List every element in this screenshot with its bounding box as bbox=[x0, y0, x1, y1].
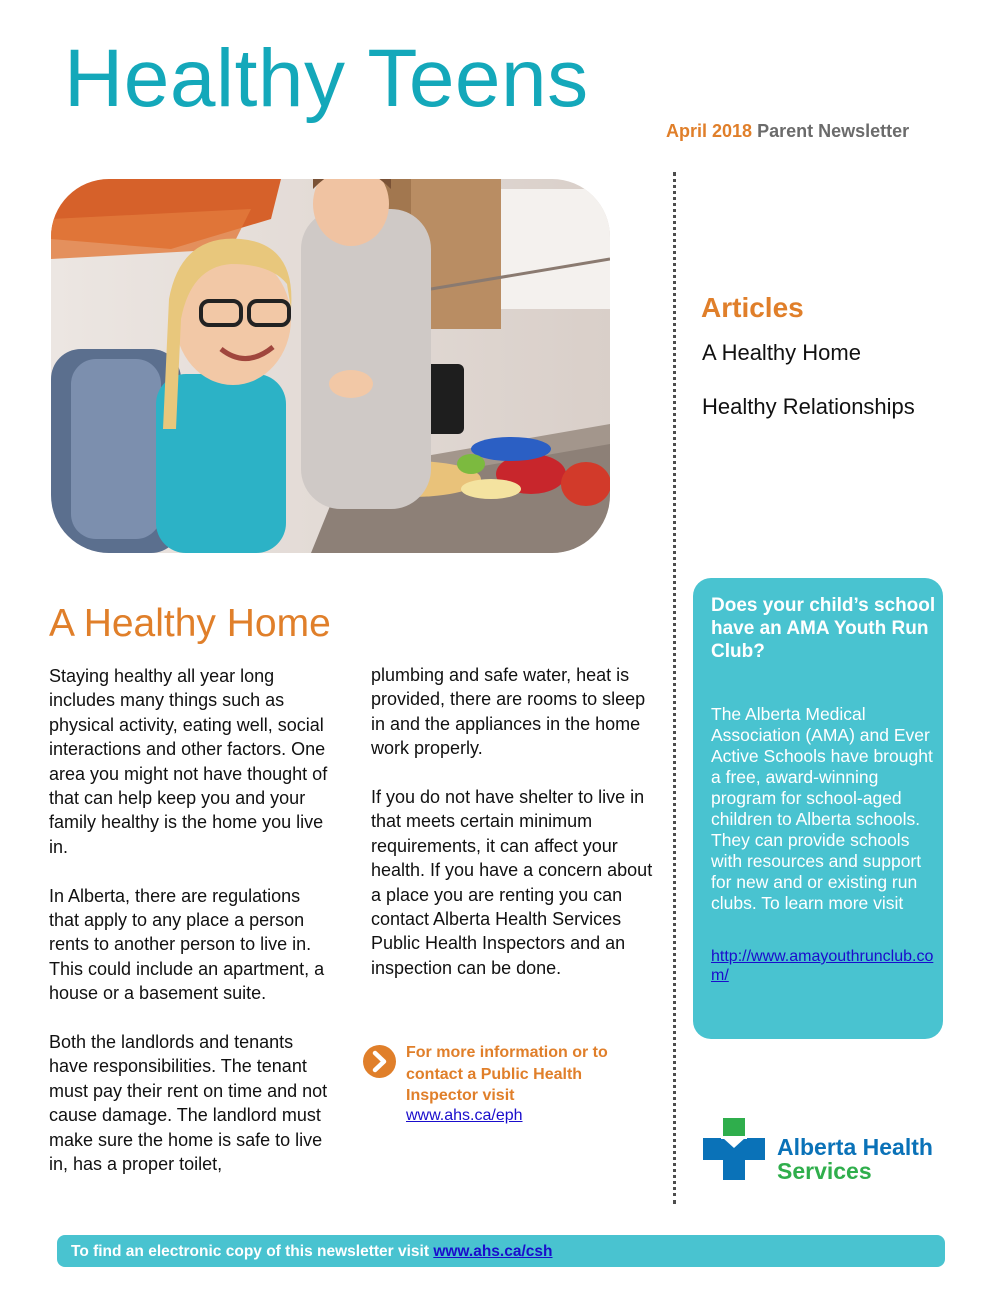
newsletter-title: Healthy Teens bbox=[64, 33, 589, 124]
logo-line-2: Services bbox=[777, 1158, 872, 1184]
issue-line bbox=[666, 121, 909, 142]
ahs-logo-text bbox=[777, 1135, 933, 1183]
callout-body: The Alberta Medical Association (AMA) and Ever Active Schools have brought a free, award-winning program for school-aged children to Alberta schools. They can provide schools with resources and support for new and or existing run clubs. To learn more visit bbox=[711, 704, 933, 913]
issue-date: April 2018 bbox=[666, 121, 753, 141]
run-club-link[interactable]: http://www.amayouthrunclub.com/ bbox=[711, 948, 934, 984]
paragraph: In Alberta, there are regulations that apply to any place a person rents to another person to live in. This could include an apartment, a house or a basement suite. bbox=[49, 885, 325, 1004]
articles-heading: Articles bbox=[701, 292, 804, 323]
article-column-2 bbox=[371, 663, 656, 1005]
footer-text bbox=[71, 1243, 552, 1261]
ahs-logo-icon bbox=[703, 1118, 765, 1180]
chevron-right-icon bbox=[363, 1045, 396, 1078]
article-link-healthy-relationships[interactable]: Healthy Relationships bbox=[702, 394, 915, 419]
column-divider bbox=[673, 172, 676, 1204]
more-info-text: For more information or to contact a Public Health Inspector visit bbox=[406, 1044, 608, 1104]
paragraph: If you do not have shelter to live in that meets certain minimum requirements, it can affect your health. If you have a concern about a place you are renting you can contact Alberta Health Services Public Health Inspectors and an inspection can be done. bbox=[371, 787, 653, 978]
eph-link[interactable]: www.ahs.ca/eph bbox=[406, 1107, 523, 1124]
callout-question: Does your child’s school have an AMA Youth Run Club? bbox=[711, 595, 936, 662]
paragraph: plumbing and safe water, heat is provided, there are rooms to sleep in and the appliances in the home work properly. bbox=[371, 665, 646, 759]
paragraph: Both the landlords and tenants have responsibilities. The tenant must pay their rent on time and not cause damage. The landlord must make sure the home is safe to live in, has a proper toilet, bbox=[49, 1032, 328, 1175]
article-link-healthy-home[interactable]: A Healthy Home bbox=[702, 340, 861, 365]
paragraph: Staying healthy all year long includes many things such as physical activity, eating well, social interactions and other factors. One area you might not have thought of that can help keep you and your family healthy is the home you live in. bbox=[49, 666, 328, 857]
footer-label: To find an electronic copy of this newsletter visit bbox=[71, 1243, 429, 1260]
kitchen-photo bbox=[51, 179, 610, 553]
article-column-1 bbox=[49, 664, 334, 1201]
issue-label: Parent Newsletter bbox=[757, 121, 910, 141]
section-heading: A Healthy Home bbox=[49, 602, 331, 645]
logo-line-1: Alberta Health bbox=[777, 1134, 933, 1160]
footer-link[interactable]: www.ahs.ca/csh bbox=[433, 1243, 553, 1260]
